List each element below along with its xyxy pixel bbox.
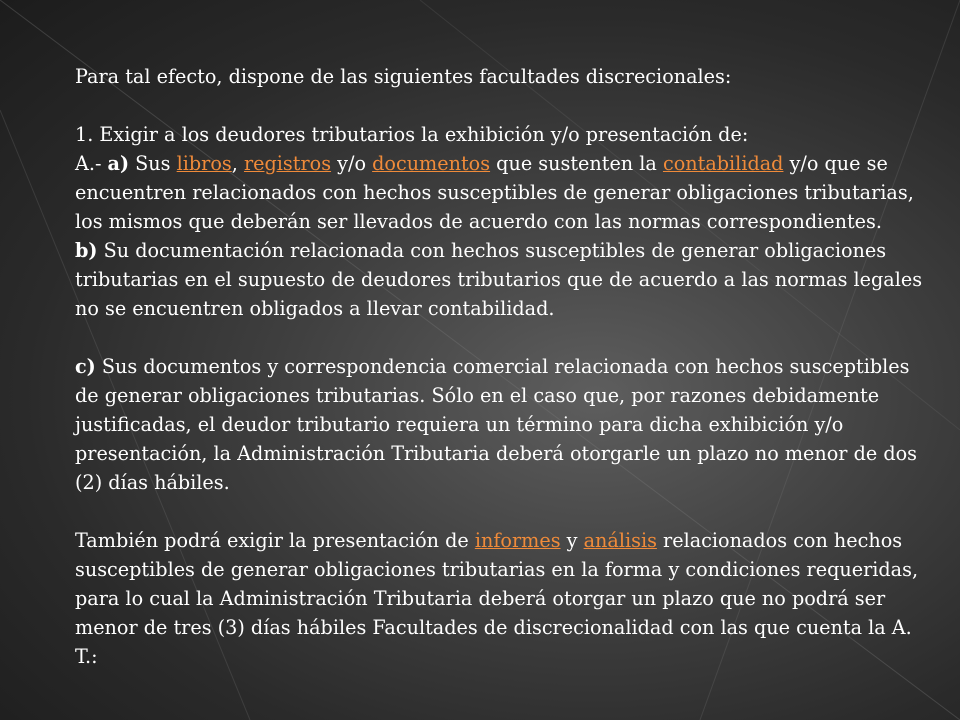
b-text: Su documentación relacionada con hechos susceptibles de generar obligaciones tributarias en el supuesto de deudores tributarios que de acuerdo a las normas legales no se encuentren obligados a llevar contabilidad. — [75, 239, 923, 320]
a-text: que sustenten la — [490, 152, 663, 175]
a-text: y/o que se encuentren relacionados con hechos susceptibles de generar obligaciones tributarias, los mismos que deberán ser llevados de acuerdo con las normas correspondientes. — [75, 152, 914, 233]
spacer — [75, 497, 937, 526]
paragraph-final — [75, 526, 937, 671]
intro-text: Para tal efecto, dispone de las siguientes facultades discrecionales: — [75, 65, 732, 88]
item1-heading: 1. Exigir a los deudores tributarios la exhibición y/o presentación de: — [75, 123, 749, 146]
link-documentos[interactable]: documentos — [372, 152, 491, 175]
b-marker: b) — [75, 239, 98, 262]
link-registros[interactable]: registros — [243, 152, 332, 175]
final-text: y — [560, 529, 584, 552]
link-libros[interactable]: libros — [176, 152, 232, 175]
final-text: relacionados con hechos susceptibles de generar obligaciones tributarias en la forma y condiciones requeridas, para lo cual la Administración Tributaria deberá otorgar un plazo que no podrá ser menor de tres (3) días hábiles Facultades de discrecionalidad con las que cuenta la A. T.: — [75, 529, 919, 668]
link-contabilidad[interactable]: contabilidad — [662, 152, 784, 175]
final-text: También podrá exigir la presentación de — [75, 529, 475, 552]
paragraph-a — [75, 149, 937, 236]
a-marker: a) — [107, 152, 130, 175]
spacer — [75, 323, 937, 352]
paragraph-c — [75, 352, 937, 497]
link-informes[interactable]: informes — [474, 529, 561, 552]
a-text: Sus — [129, 152, 177, 175]
a-text: , — [231, 152, 244, 175]
a-prefix: A.- — [75, 152, 108, 175]
c-text: Sus documentos y correspondencia comercial relacionada con hechos susceptibles de generar obligaciones tributarias. Sólo en el caso que, por razones debidamente justificadas, el deudor tributario requiera un término para dicha exhibición y/o presentación, la Administración Tributaria deberá otorgarle un plazo no menor de dos (2) días hábiles. — [75, 355, 918, 494]
spacer — [75, 91, 937, 120]
c-marker: c) — [75, 355, 96, 378]
paragraph-b — [75, 236, 937, 323]
slide-body — [75, 62, 937, 671]
link-analisis[interactable]: análisis — [583, 529, 657, 552]
a-text: y/o — [331, 152, 373, 175]
